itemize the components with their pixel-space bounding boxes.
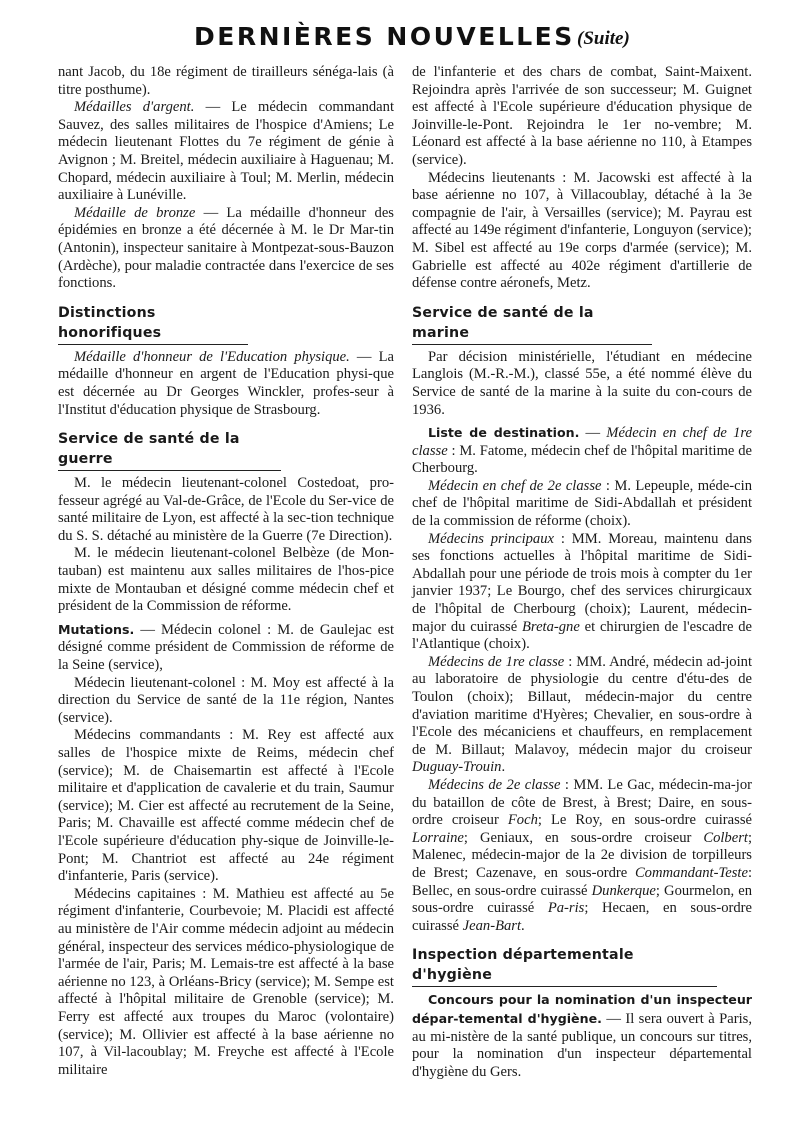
- paragraph-text: — La médaille d'honneur des épidémies en bronze a été décernée à M. le Dr Mar-tin (Antonin), inspecteur sanitaire à Montpezat-sous-Bauzon (Ardèche), pour maladie contractée dans l'exercice de ses fonctions.: [58, 204, 394, 292]
- paragraph: Par décision ministérielle, l'étudiant en médecine Langlois (M.-R.-M.), classé 55e, a été nommé élève du Service de santé de la marine à la suite du con-cours de 1936.: [412, 348, 752, 418]
- paragraph: Médecins commandants : M. Rey est affecté aux salles de l'hospice mixte de Reims, médecin chef (service); M. de Chaisemartin est affecté à l'Ecole militaire et d'application de cavalerie et du train, Saumur (service); M. Cier est affecté au recrutement de la Seine, Paris; M. Chavaille est affecté comme médecin chef de l'Ecole supérieure d'éducation phy-sique de Joinville-le-Pont; M. Chantriot est affecté au 24e régiment d'infanterie, Paris (service).: [58, 727, 394, 885]
- paragraph-text: : M. Lepeuple, méde-cin chef de l'hôpital maritime de Sidi-Abdallah et président de la commission de réforme (choix).: [412, 477, 752, 530]
- paragraph: [412, 478, 752, 531]
- rubric-lead: Concours pour la nomination d'un inspecteur dépar-temental d'hygiène.: [412, 992, 752, 1026]
- paragraph-text: — La médaille d'honneur en argent de l'Education physi-que est décernée au Dr Georges Winckler, profes-seur à l'Institut d'éducation physique de Strasbourg.: [58, 348, 394, 418]
- paragraph: [58, 99, 394, 205]
- paragraph-text: ; Le Roy, en sous-ordre cuirassé: [537, 812, 752, 829]
- paragraph-text: ; Malenec, médecin-major de la 2e division de torpilleurs de Brest; Cazenave, en sous-ordre: [412, 829, 752, 881]
- paragraph: [412, 777, 752, 935]
- paragraph: [412, 531, 752, 654]
- rank-label: Médecins de 2e classe: [428, 776, 561, 793]
- paragraph-text: : MM. Moreau, maintenu dans ses fonctions actuelles à l'hôpital maritime de Sidi-Abdallah pour une période de trois mois à compter du 1er janvier 1937; Le Bourgo, chef des services chirurgicaux de l'hôpital de Cherbourg (choix); Laurent, médecin-major du cuirassé: [412, 530, 752, 635]
- paragraph-text: : Bellec, en sous-ordre cuirassé: [412, 864, 752, 899]
- ship-name: Jean-Bart: [462, 917, 522, 934]
- section-heading: Inspection départementale d'hygiène: [412, 945, 717, 987]
- paragraph-text: ; Hecaen, en sous-ordre cuirassé: [412, 900, 752, 934]
- paragraph-text: : M. Fatome, médecin chef de l'hôpital maritime de Cherbourg.: [412, 442, 752, 477]
- ship-name: Lorraine: [412, 829, 464, 846]
- section-heading-wrap: [58, 429, 394, 471]
- paragraph: M. le médecin lieutenant-colonel Costedoat, pro-fesseur agrégé au Val-de-Grâce, de l'Ecole du Ser-vice de santé militaire de Lyon, est affecté à la sec-tion technique du S. S. détaché au ministère de la Guerre (7e Direction).: [58, 475, 394, 544]
- rank-label: Médecins principaux: [428, 530, 554, 547]
- paragraph: [58, 349, 394, 419]
- paragraph: Médecin lieutenant-colonel : M. Moy est affecté à la direction du Service de santé de la 11e région, Nantes (service).: [58, 674, 394, 726]
- right-column: [412, 64, 752, 1081]
- paragraph: [412, 654, 752, 777]
- rubric-lead: Médailles d'argent.: [74, 99, 195, 116]
- ship-name: Pa-ris: [547, 900, 585, 917]
- rubric-lead: Médaille d'honneur de l'Education physique.: [74, 348, 350, 365]
- section-heading: Service de santé de la guerre: [58, 429, 281, 471]
- paragraph: [58, 621, 394, 675]
- paragraph: de l'infanterie et des chars de combat, Saint-Maixent. Rejoindra après l'arrivée de son successeur; M. Guignet est affecté à l'Ecole supérieure d'éducation physique de Joinville-le-Pont. Rejoindra le 1er no-vembre; M. Léonard est affecté à la base aérienne no 110, à Etampes (service).: [412, 64, 752, 168]
- rank-label: Médecin en chef de 1re classe: [412, 425, 752, 459]
- paragraph-text: .: [501, 759, 506, 776]
- paragraph: M. le médecin lieutenant-colonel Belbèze (de Mon-tauban) est maintenu aux salles militaires de l'hos-pice mixte de Montauban et désigné comme médecin chef et président de la Commission de réforme.: [58, 545, 394, 615]
- rank-label: Médecin en chef de 2e classe: [428, 477, 602, 494]
- paragraph-text: — Le médecin commandant Sauvez, des salles militaires de l'hospice d'Amiens; Le médecin lieutenant Flottes du 7e régiment de génie à Avignon ; M. Breitel, médecin auxiliaire à Haguenau; M. Chopard, médecin auxiliaire à Toul; M. Merlin, médecin auxiliaire à Lunéville.: [58, 99, 395, 204]
- paragraph-text: : MM. André, médecin ad-joint au laboratoire de physiologie du centre d'étu-des de Toulon (choix); Billaut, médecin-major du centre d'aviation maritime d'Hyères; Chevalier, en sous-ordre à l'Ecole des mécaniciens et chauffeurs, en remplacement de M. Billaut; Malavoy, médecin major du croiseur: [412, 653, 752, 758]
- page-title: DERNIÈRES NOUVELLES: [194, 22, 575, 51]
- paragraph: Médecins capitaines : M. Mathieu est affecté au 5e régiment d'infanterie, Courbevoie; M. Placidi est affecté au ministère de l'Air comme médecin adjoint au médecin général, inspecteur des services médico-physiologique de l'armée de l'air, Paris; M. Lemais-tre est affecté à la base aérienne no 123, à Orléans-Bricy (service); M. Sempe est affecté à l'hôpital militaire de Grenoble (service); M. Ferry est affecté aux troupes du Maroc (volontaire) (service); M. Ollivier est affecté à la base aérienne no 107, à Vil-lacoublay; M. Freyche est affecté à l'Ecole militaire: [58, 885, 394, 1078]
- page-title-suite: (Suite): [577, 28, 630, 49]
- section-heading-wrap: [412, 303, 752, 345]
- dash: —: [579, 425, 607, 442]
- section-heading-wrap: [58, 303, 394, 345]
- paragraph-text: ; Geniaux, en sous-ordre croiseur: [463, 829, 704, 846]
- paragraph: nant Jacob, du 18e régiment de tirailleurs sénéga-lais (à titre posthume).: [58, 64, 394, 98]
- ship-name: Colbert: [703, 829, 748, 846]
- ship-name: Foch: [507, 812, 538, 829]
- rubric-lead: Liste de destination.: [428, 425, 580, 441]
- paragraph-text: .: [521, 917, 525, 934]
- paragraph: Médecins lieutenants : M. Jacowski est affecté à la base aérienne no 107, à Villacoublay, détaché à la 3e compagnie de l'air, à Versailles (service); M. Payrau est affecté au 149e régiment d'infanterie, Longuyon (service); M. Sibel est affecté au 19e corps d'armée (service); M. Gabrielle est affecté au 402e régiment d'artillerie de défense contre aéronefs, Metz.: [412, 169, 752, 292]
- paragraph-text: — Il sera ouvert à Paris, au mi-nistère de la santé publique, un concours sur titres, pour la nomination d'un inspecteur départemental d'hygiène du Gers.: [412, 1010, 752, 1080]
- paragraph: [412, 424, 752, 478]
- rank-label: Médecins de 1re classe: [428, 653, 565, 670]
- left-column: [58, 64, 394, 1079]
- rubric-lead: Médaille de bronze: [74, 204, 196, 221]
- section-heading-wrap: [412, 945, 752, 987]
- paragraph-text: et chirurgien de l'escadre de l'Atlantique (choix).: [412, 618, 752, 653]
- paragraph-text: ; Gourmelon, en sous-ordre cuirassé: [412, 882, 752, 917]
- paragraph: [58, 205, 394, 293]
- paragraph: [412, 991, 752, 1081]
- ship-name: Commandant-Teste: [634, 864, 748, 881]
- ship-name: Breta-gne: [522, 618, 580, 635]
- paragraph-text: : MM. Le Gac, médecin-ma-jor du bataillon de côte de Brest, à Brest; Daire, en sous-ordre croiseur: [412, 776, 752, 829]
- ship-name: Dunkerque: [591, 882, 656, 899]
- section-heading: Distinctions honorifiques: [58, 303, 248, 345]
- paragraph-text: — Médecin colonel : M. de Gaulejac est désigné comme président de Commission de réforme de la Seine (service),: [58, 621, 394, 674]
- rubric-lead: Mutations.: [58, 621, 135, 637]
- ship-name: Duguay-Trouin: [412, 759, 502, 776]
- page-header: [0, 22, 800, 54]
- section-heading: Service de santé de la marine: [412, 303, 652, 345]
